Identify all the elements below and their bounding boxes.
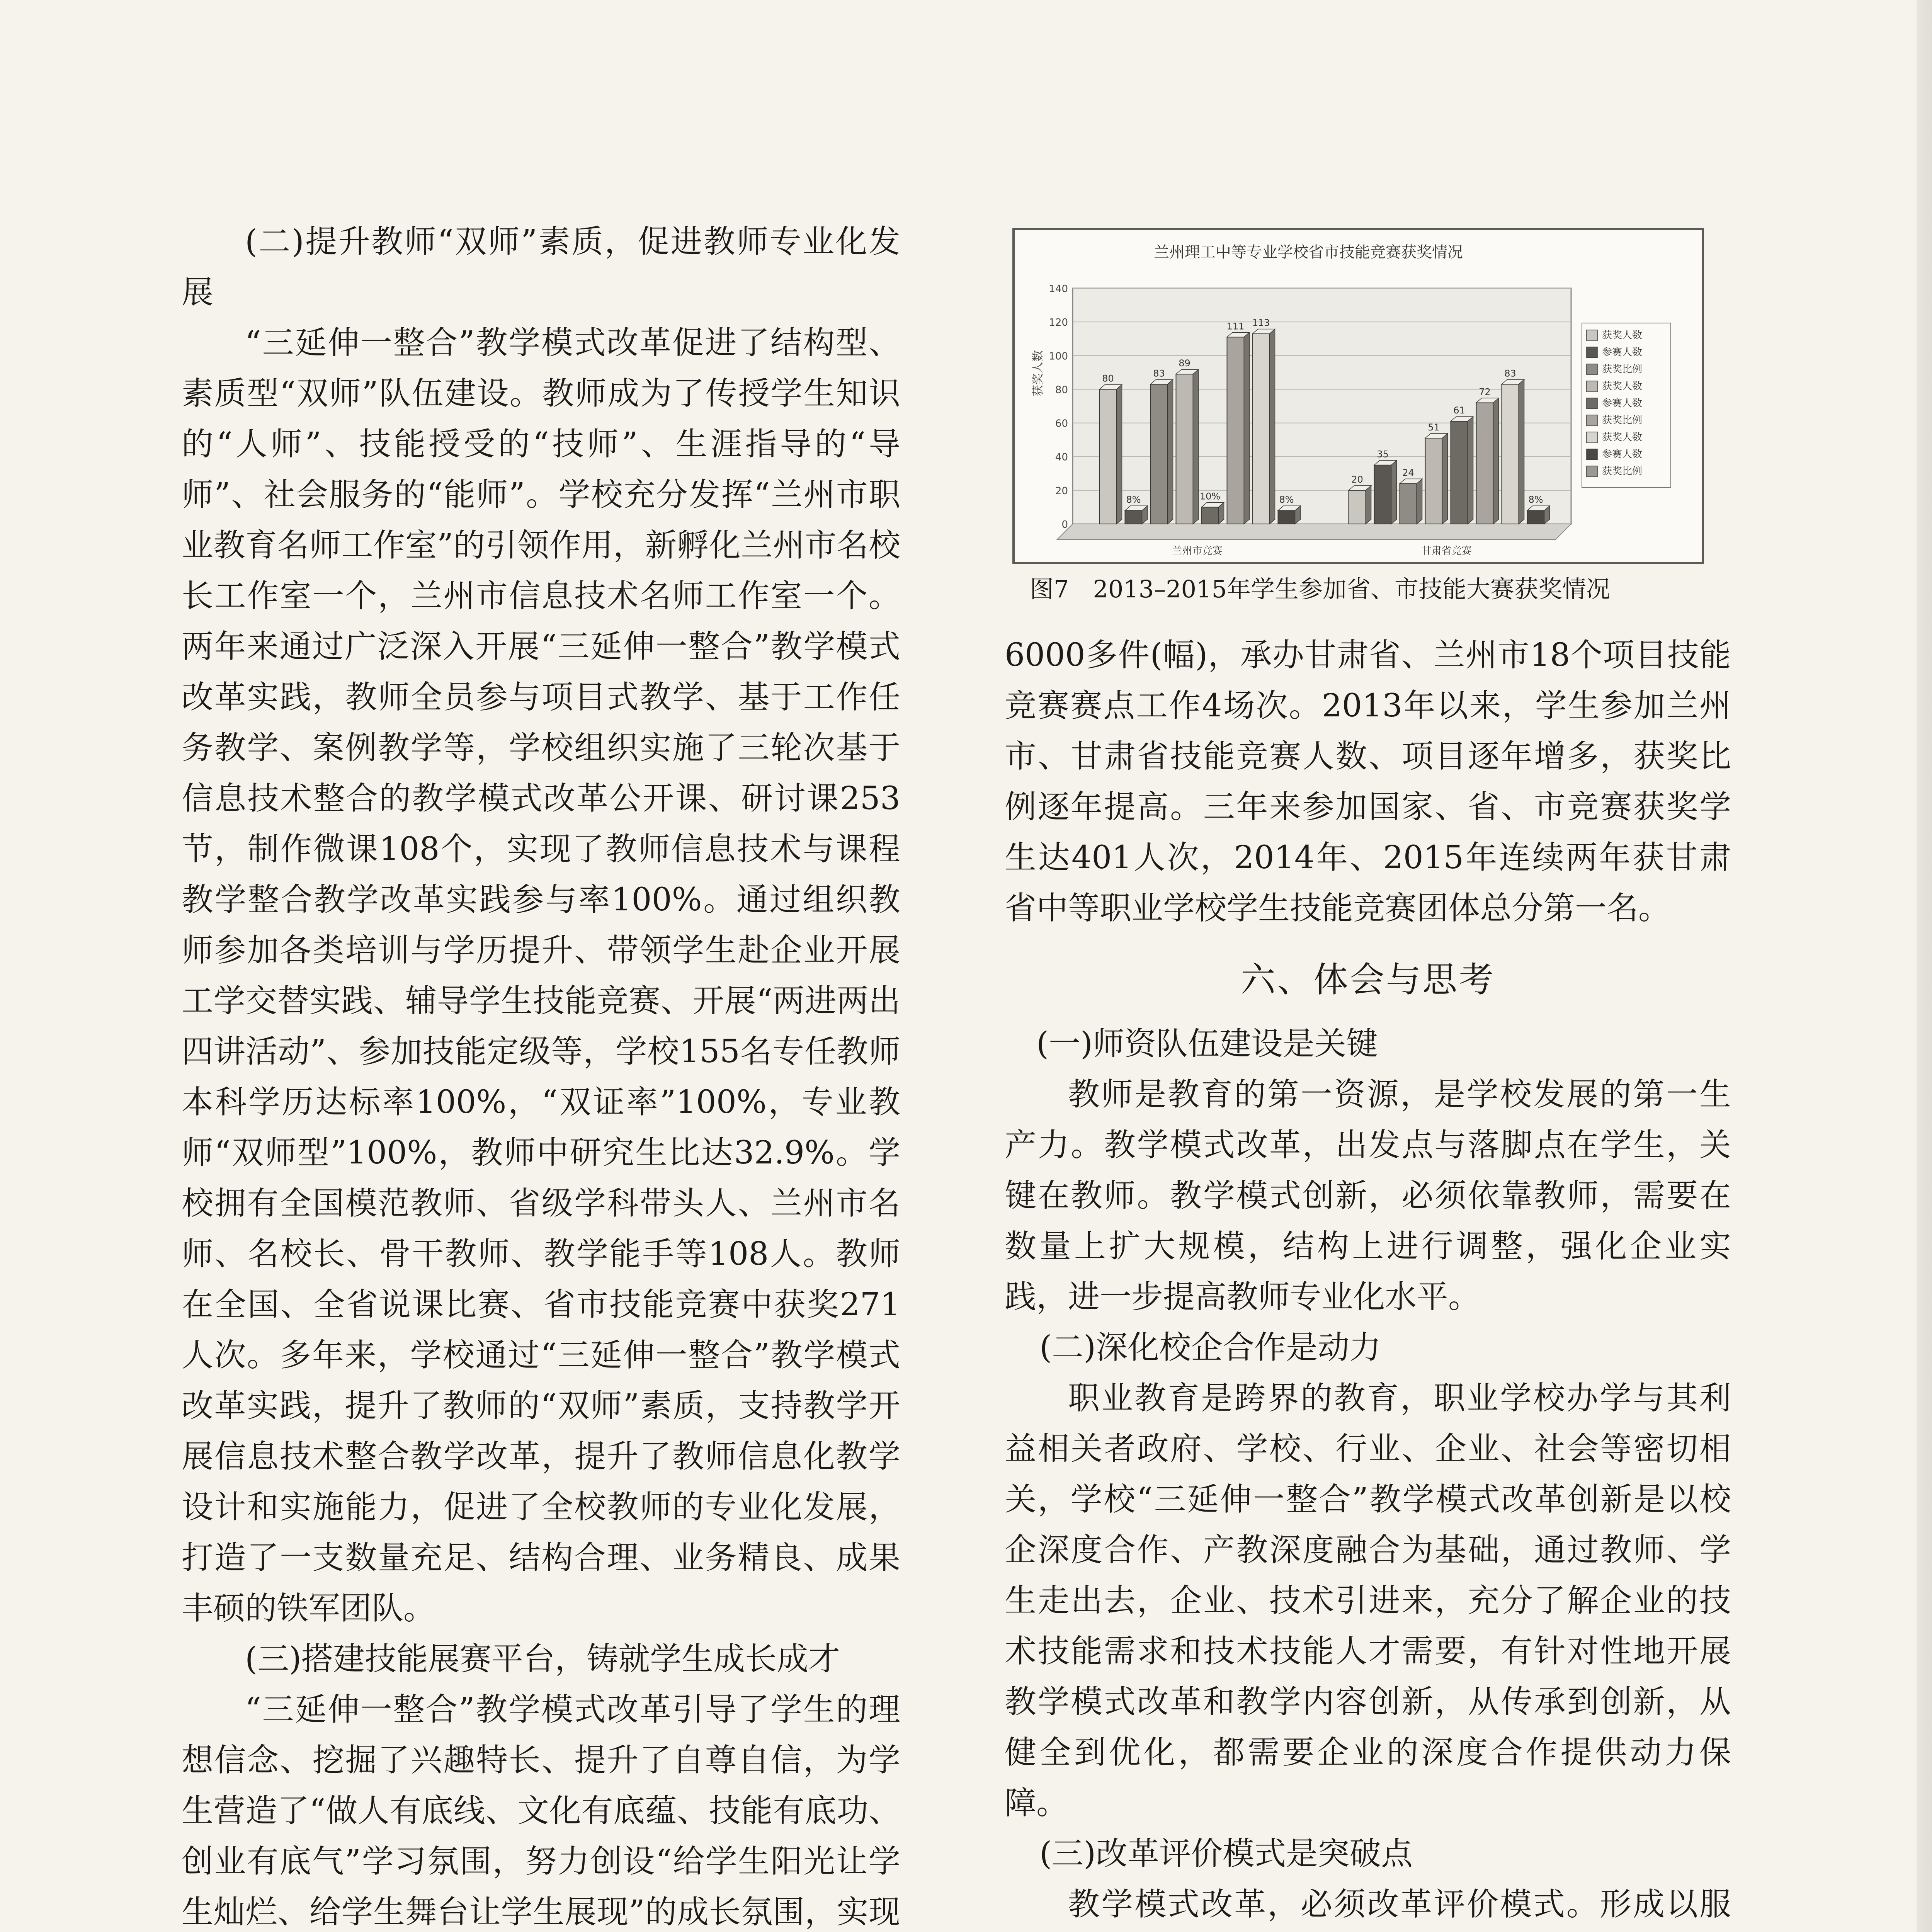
legend-swatch (1587, 449, 1597, 460)
bar (1374, 465, 1391, 524)
bar-value-label: 83 (1153, 368, 1165, 379)
y-tick-label: 40 (1055, 451, 1068, 463)
heading-evaluation: (三)改革评价模式是突破点 (1039, 1835, 1413, 1872)
legend-swatch (1587, 466, 1597, 477)
bar-value-label: 111 (1226, 321, 1245, 332)
legend-label: 获奖人数 (1602, 381, 1643, 392)
bar-value-label: 8% (1126, 494, 1141, 505)
bar (1227, 337, 1244, 524)
bar (1253, 334, 1270, 524)
legend-label: 获奖人数 (1602, 330, 1643, 341)
legend-swatch (1587, 398, 1597, 409)
legend-swatch (1587, 364, 1597, 375)
legend-label: 参赛人数 (1602, 449, 1643, 460)
legend-label: 获奖比例 (1602, 466, 1643, 477)
bar-side (1519, 379, 1524, 524)
legend-swatch (1587, 347, 1597, 358)
bar (1425, 438, 1442, 524)
bar (1527, 510, 1544, 524)
y-tick-label: 20 (1055, 485, 1068, 497)
section-title-reflections: 六、体会与思考 (1241, 959, 1495, 1000)
para-evaluation: 教学模式改革，必须改革评价模式。形成以服 (1068, 1886, 1731, 1923)
bar-value-label: 61 (1453, 405, 1465, 416)
para-teacher-team: 教师是教育的第一资源，是学校发展的第一生产力。教学模式改革，出发点与落脚点在学生，关键在教师。教学模式创新，必须依靠教师，需要在数量上扩大规模，结构上进行调整，强化企业实践，进一步提高教师专业化水平。 (1005, 1076, 1731, 1315)
page-edge (1917, 0, 1932, 1932)
x-category-label: 甘肃省竞赛 (1421, 545, 1472, 557)
left-column (182, 216, 900, 1932)
bar-value-label: 113 (1252, 317, 1270, 328)
para-teachers: “三延伸一整合”教学模式改革促进了结构型、素质型“双师”队伍建设。教师成为了传授学生知识的“人师”、技能授受的“技师”、生涯指导的“导师”、社会服务的“能师”。学校充分发挥“兰州市职业教育名师工作室”的引领作用，新孵化兰州市名校长工作室一个，兰州市信息技术名师工作室一个。两年来通过广泛深入开展“三延伸一整合”教学模式改革实践，教师全员参与项目式教学、基于工作任务教学、案例教学等，学校组织实施了三轮次基于信息技术整合的教学模式改革公开课、研讨课253节，制作微课108个，实现了教师信息技术与课程教学整合教学改革实践参与率100%。通过组织教师参加各类培训与学历提升、带领学生赴企业开展工学交替实践、辅导学生技能竞赛、开展“两进两出四讲活动”、参加技能定级等，学校155名专任教师本科学历达标率100%，“双证率”100%，专业教师“双师型”100%，教师中研究生比达32.9%。学校拥有全国模范教师、省级学科带头人、兰州市名师、名校长、骨干教师、教学能手等108人。教师在全国、全省说课比赛、省市技能竞赛中获奖271人次。多年来，学校通过“三延伸一整合”教学模式改革实践，提升了教师的“双师”素质，支持教学开展信息技术整合教学改革，提升了教师信息化教学设计和实施能力，促进了全校教师的专业化发展，打造了一支数量充足、结构合理、业务精良、成果丰硕的铁军团队。 (182, 325, 900, 1627)
heading-skills-platform: (三)搭建技能展赛平台，铸就学生成长成才 (245, 1641, 840, 1677)
bar-value-label: 89 (1179, 358, 1190, 369)
bar-chart (1015, 230, 1702, 562)
legend-swatch (1587, 381, 1597, 392)
plot-floor (1057, 524, 1571, 539)
figure-7-chart (1012, 228, 1704, 564)
legend-label: 参赛人数 (1602, 398, 1643, 409)
bar-side (1468, 417, 1473, 524)
bar (1151, 384, 1168, 524)
legend-label: 获奖人数 (1602, 432, 1643, 443)
figure-caption: 图7 2013–2015年学生参加省、市技能大赛获奖情况 (1030, 575, 1611, 603)
bar-value-label: 24 (1402, 467, 1414, 478)
bar (1202, 507, 1219, 524)
bar-side (1168, 379, 1173, 524)
para-skills-continued: 6000多件(幅)，承办甘肃省、兰州市18个项目技能竞赛赛点工作4场次。2013年以来，学生参加兰州市、甘肃省技能竞赛人数、项目逐年增多，获奖比例逐年提高。三年来参加国家、省、市竞赛获奖学生达401人次，2014年、2015年连续两年获甘肃省中等职业学校学生技能竞赛团体总分第一名。 (1005, 637, 1731, 927)
bar-side (1417, 479, 1422, 524)
bar-value-label: 8% (1528, 494, 1543, 505)
bar-value-label: 20 (1351, 474, 1363, 485)
legend-label: 获奖比例 (1602, 364, 1643, 375)
y-tick-label: 120 (1049, 317, 1068, 329)
bar-value-label: 35 (1377, 449, 1389, 460)
bar-side (1391, 461, 1397, 524)
bar-side (1193, 369, 1199, 524)
bar-side (1366, 486, 1371, 524)
bar-side (1270, 329, 1275, 524)
y-tick-label: 100 (1049, 350, 1068, 362)
bar-value-label: 10% (1199, 491, 1221, 502)
para-school-enterprise: 职业教育是跨界的教育，职业学校办学与其利益相关者政府、学校、行业、企业、社会等密切相关，学校“三延伸一整合”教学模式改革创新是以校企深度合作、产教深度融合为基础，通过教师、学生走出去，企业、技术引进来，充分了解企业的技术技能需求和技术技能人才需要，有针对性地开展教学模式改革和教学内容创新，从传承到创新，从健全到优化，都需要企业的深度合作提供动力保障。 (1005, 1380, 1731, 1821)
right-column (1005, 630, 1731, 1932)
legend-label: 参赛人数 (1602, 347, 1643, 358)
heading-school-enterprise: (二)深化校企合作是动力 (1039, 1329, 1381, 1366)
bar-side (1117, 384, 1122, 524)
legend-label: 获奖比例 (1602, 415, 1643, 426)
bar-value-label: 51 (1428, 422, 1440, 433)
bar (1100, 389, 1117, 524)
bar (1125, 510, 1142, 524)
bar-value-label: 72 (1479, 386, 1491, 398)
bar (1278, 510, 1295, 524)
bar (1176, 374, 1193, 524)
legend-swatch (1587, 415, 1597, 426)
bar-value-label: 83 (1504, 368, 1516, 379)
legend-swatch (1587, 330, 1597, 341)
para-skills-1: “三延伸一整合”教学模式改革引导了学生的理想信念、挖掘了兴趣特长、提升了自尊自信，为学生营造了“做人有底线、文化有底蕴、技能有底功、创业有底气”学习氛围，努力创设“给学生阳光让学生灿烂、给学生舞台让学生展现”的成长氛围，实现 (182, 1691, 900, 1930)
legend-swatch (1587, 432, 1597, 443)
heading-teachers: (二)提升教师“双师”素质，促进教师专业化发展 (182, 223, 900, 311)
y-tick-label: 140 (1049, 283, 1068, 295)
chart-y-axis-label: 获奖人数 (1031, 350, 1045, 396)
bar-side (1493, 398, 1499, 524)
heading-teacher-team: (一)师资队伍建设是关键 (1036, 1026, 1378, 1062)
y-tick-label: 80 (1055, 384, 1068, 396)
bar-value-label: 80 (1102, 373, 1114, 384)
bar-side (1244, 332, 1250, 524)
bar (1502, 384, 1519, 524)
y-tick-label: 0 (1061, 519, 1068, 531)
bar (1400, 483, 1417, 524)
bar-value-label: 8% (1279, 494, 1294, 505)
bar-side (1442, 434, 1448, 524)
chart-title: 兰州理工中等专业学校省市技能竞赛获奖情况 (1154, 243, 1463, 261)
x-category-label: 兰州市竞赛 (1172, 545, 1223, 557)
y-tick-label: 60 (1055, 418, 1068, 430)
bar (1451, 421, 1468, 524)
bar (1349, 490, 1366, 524)
bar (1476, 403, 1493, 524)
